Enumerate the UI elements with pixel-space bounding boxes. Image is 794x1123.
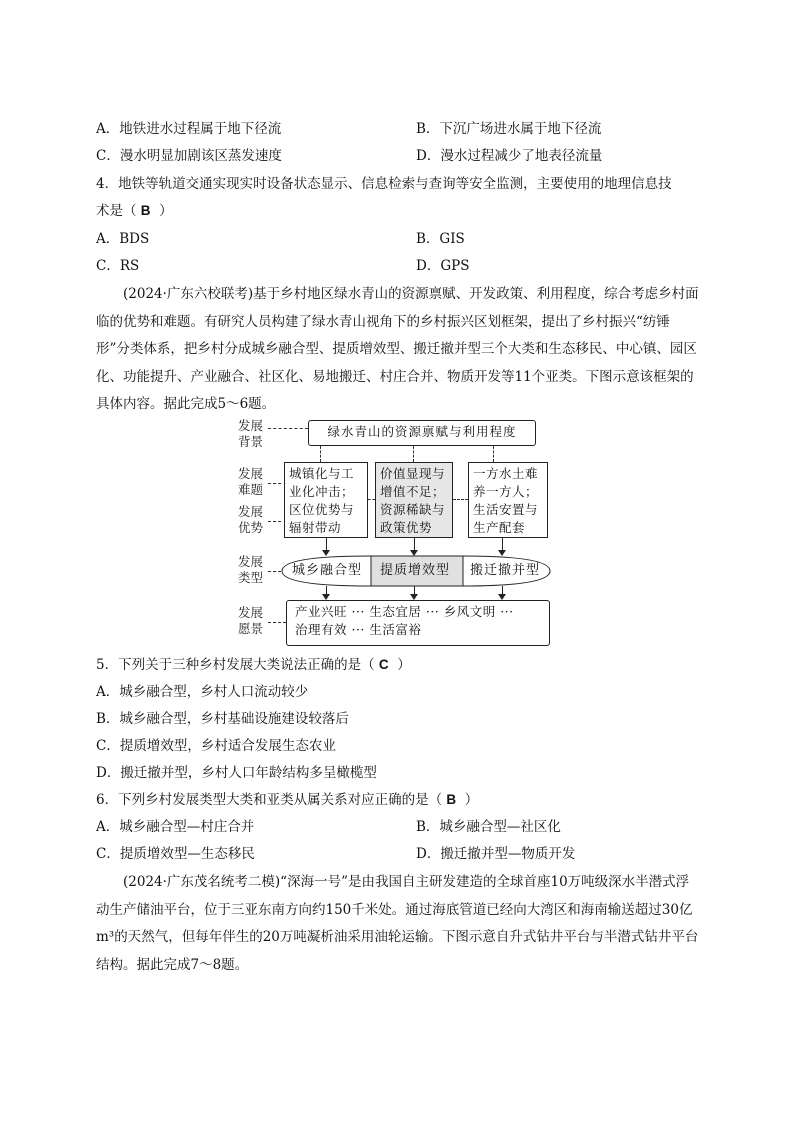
q5-option-b: B．城乡融合型，乡村基础设施建设较落后 — [96, 711, 349, 727]
rural-revitalization-framework-diagram — [230, 418, 555, 650]
q4-stem-post: ） — [159, 203, 173, 219]
q3-option-b: B．下沉广场进水属于地下径流 — [416, 121, 602, 137]
q5-stem — [96, 656, 411, 674]
q3-option-d: D．漫水过程减少了地表径流量 — [416, 148, 603, 164]
q4-stem-line2 — [96, 202, 173, 220]
q6-option-c: C．提质增效型—生态移民 — [96, 846, 255, 862]
q4-option-c: C．RS — [96, 258, 140, 274]
q6-stem-pre: 6．下列乡村发展类型大类和亚类从属关系对应正确的是（ — [96, 792, 443, 808]
vision-line-1: 产业兴旺 ··· 生态宜居 ··· 乡风文明 ··· — [295, 604, 514, 619]
q4-answer: B — [140, 203, 151, 218]
q6-stem — [96, 791, 478, 809]
background-box: 绿水青山的资源禀赋与利用程度 — [308, 420, 536, 446]
q5-answer: C — [378, 657, 389, 672]
q5-stem-post: ） — [397, 657, 411, 673]
relocation-difficulty-box: 一方水土难养一方人；生活安置与生产配套 — [468, 462, 548, 538]
type-relocation: 搬迁撤并型 — [470, 563, 541, 578]
type-quality-improvement: 提质增效型 — [380, 563, 451, 578]
q4-option-a: A．BDS — [96, 231, 150, 247]
q3-option-c: C．漫水明显加剧该区蒸发速度 — [96, 148, 282, 164]
q6-option-d: D．搬迁撤并型—物质开发 — [416, 846, 576, 862]
q5-option-d: D．搬迁撤并型，乡村人口年龄结构多呈橄榄型 — [96, 765, 377, 781]
passage-deep-sea-one: (2024·广东茂名统考二模)“深海一号”是由我国自主研发建造的全球首座10万吨级深水半潜式浮动生产储油平台，位于三亚东南方向约150千米处。通过海底管道已经向大湾区和海南输送超过30亿m³的天然气，但每年伴生的20万吨凝析油采用油轮运输。下图示意自升式钻井平台与半潜式钻井平台结构。据此完成7～8题。 — [96, 874, 699, 973]
q6-stem-post: ） — [464, 792, 479, 808]
quality-improvement-difficulty-box: 价值显现与增值不足；资源稀缺与政策优势 — [375, 462, 453, 538]
vision-line-2: 治理有效 ··· 生活富裕 — [295, 622, 422, 637]
q5-option-a: A．城乡融合型，乡村人口流动较少 — [96, 684, 309, 700]
type-urban-rural: 城乡融合型 — [292, 563, 363, 578]
q6-answer: B — [446, 792, 457, 807]
q6-option-a: A．城乡融合型—村庄合并 — [96, 819, 255, 835]
q4-option-d: D．GPS — [416, 258, 470, 274]
q5-option-c: C．提质增效型，乡村适合发展生态农业 — [96, 738, 336, 754]
label-development-type: 发展 类型 — [238, 554, 264, 585]
vision-box — [286, 600, 550, 646]
q5-stem-pre: 5．下列关于三种乡村发展大类说法正确的是（ — [96, 657, 375, 673]
label-development-background: 发展 背景 — [238, 418, 264, 449]
passage-rural-revitalization: (2024·广东六校联考)基于乡村地区绿水青山的资源禀赋、开发政策、利用程度，综合考虑乡村面临的优势和难题。有研究人员构建了绿水青山视角下的乡村振兴区划框架，提出了乡村振兴“纺锤形”分类体系，把乡村分成城乡融合型、提质增效型、搬迁撤并型三个大类和生态移民、中心镇、园区化、功能提升、产业融合、社区化、易地搬迁、村庄合并、物质开发等11个亚类。下图示意该框架的具体内容。据此完成5～6题。 — [96, 286, 699, 412]
q6-option-b: B．城乡融合型—社区化 — [416, 819, 561, 835]
q4-option-b: B．GIS — [416, 231, 465, 247]
label-development-difficulty: 发展 难题 — [238, 466, 264, 497]
q4-stem-line1: 4．地铁等轨道交通实现实时设备状态显示、信息检索与查询等安全监测，主要使用的地理信息技 — [96, 176, 672, 192]
urban-rural-difficulty-box: 城镇化与工业化冲击；区位优势与辐射带动 — [284, 462, 368, 538]
label-development-vision: 发展 愿景 — [238, 605, 264, 636]
q3-option-a: A．地铁进水过程属于地下径流 — [96, 121, 282, 137]
q4-stem-pre: 术是（ — [96, 203, 137, 219]
label-development-advantage: 发展 优势 — [238, 504, 264, 535]
